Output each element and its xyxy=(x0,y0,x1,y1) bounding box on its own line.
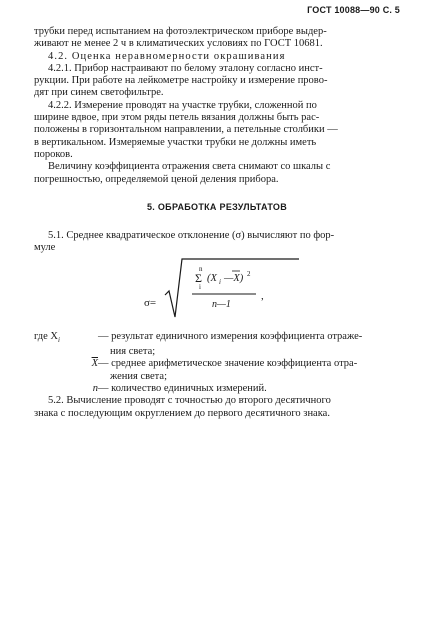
paragraph-line: 4.2.2. Измерение проводят на участке трубки, сложенной по xyxy=(48,99,317,111)
paragraph-line: 5.2. Вычисление проводят с точностью до второго десятичного xyxy=(48,395,331,407)
page-header: ГОСТ 10088—90 С. 5 xyxy=(307,5,400,15)
definition-symbol: n xyxy=(92,383,98,395)
formula-comma: , xyxy=(261,289,264,302)
paragraph-line: рукции. При работе на лейкометре настройку и измерение прово- xyxy=(34,75,328,87)
denominator: n—1 xyxy=(212,298,231,310)
sum-upper-limit: n xyxy=(199,264,203,273)
definition-symbol: $\overline{X}$ xyxy=(91,358,98,370)
numerator-exponent: 2 xyxy=(247,269,251,278)
sum-symbol: Σ xyxy=(195,270,202,285)
definition-text: жения света; xyxy=(110,370,167,382)
definition-continuation xyxy=(34,346,400,358)
definition-subscript: i xyxy=(58,335,60,344)
paragraph-line: погрешностью, определяемой ценой деления прибора. xyxy=(34,173,279,185)
paragraph-line: знака с последующим округлением до первого десятичного знака. xyxy=(34,407,330,419)
section-title: 5. ОБРАБОТКА РЕЗУЛЬТАТОВ xyxy=(146,201,288,212)
sqrt-radical xyxy=(165,259,299,317)
definition-text: — количество единичных измерений. xyxy=(98,383,267,395)
definition-text: — среднее арифметическое значение коэффициента отра- xyxy=(98,358,358,370)
paragraph-line: в вертикальном. Измеряемые участки трубки не должны иметь xyxy=(34,136,317,148)
definition-text: — результат единичного измерения коэффициента отраже- xyxy=(98,330,363,342)
paragraph-line: 4.2.1. Прибор настраивают по белому эталону согласно инст- xyxy=(48,62,323,74)
definition-item xyxy=(34,383,400,395)
numerator-term: (X xyxy=(207,272,217,284)
subsection-heading: 4.2. Оценка неравномерности окрашивания xyxy=(48,50,286,62)
numerator-mean: —X) xyxy=(224,272,244,284)
paragraph-line: дят при синем светофильтре. xyxy=(34,87,164,99)
definition-item xyxy=(34,358,400,370)
definition-item xyxy=(34,331,400,346)
paragraph-line: живают не менее 2 ч в климатических условиях по ГОСТ 10681. xyxy=(34,38,323,50)
paragraph-line: муле xyxy=(34,242,56,254)
formula-lhs: σ= xyxy=(144,296,157,309)
definition-continuation xyxy=(34,371,400,383)
sum-lower-limit: i xyxy=(199,282,201,291)
paragraph-line: положены в горизонтальном направлении, а петельные столбики — xyxy=(34,124,338,136)
paragraph-line: Величину коэффициента отражения света снимают со шкалы с xyxy=(48,161,331,173)
document-body xyxy=(34,26,400,420)
numerator-subscript: i xyxy=(219,277,221,286)
formula-block xyxy=(34,257,400,327)
definitions-list xyxy=(34,331,400,396)
paragraph-line: пороков. xyxy=(34,148,73,160)
paragraph-line: ширине вдвое, при этом ряды петель вязания должны быть рас- xyxy=(34,112,320,124)
paragraph-line: трубки перед испытанием на фотоэлектрическом приборе выдер- xyxy=(34,26,327,37)
definition-text: ния света; xyxy=(110,346,156,358)
definition-symbol: где X xyxy=(34,330,58,342)
std-deviation-formula xyxy=(134,257,304,327)
definition-term xyxy=(34,331,98,346)
paragraph-line: 5.1. Среднее квадратическое отклонение (σ) вычисляют по фор- xyxy=(48,230,335,242)
